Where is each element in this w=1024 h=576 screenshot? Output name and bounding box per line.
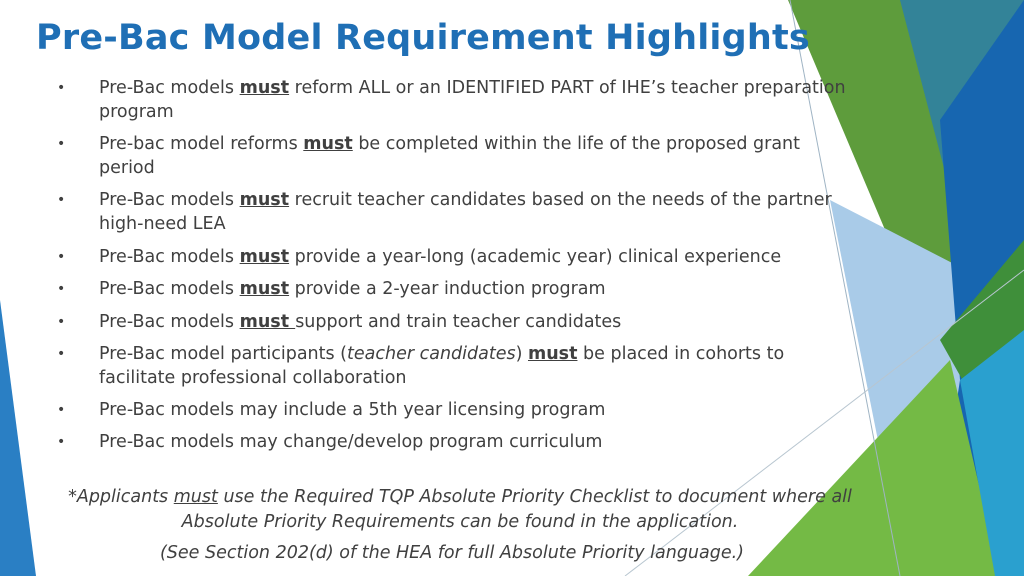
must-emphasis: must <box>173 487 218 507</box>
must-emphasis: must <box>239 279 290 299</box>
list-item-text <box>99 188 849 236</box>
list-item-text <box>99 398 849 422</box>
list-item-text <box>99 245 849 269</box>
hea-reference: (See Section 202(d) of the HEA for full Absolute Priority language.) <box>159 543 745 563</box>
bullet-marker: • <box>57 314 66 330</box>
list-item-text <box>99 430 849 454</box>
must-emphasis: must <box>239 190 290 210</box>
bullet-marker: • <box>57 80 66 96</box>
bullet-marker: • <box>57 434 66 450</box>
list-item-text-part: Pre-Bac models <box>99 190 240 210</box>
list-item-text-part: reform ALL or an IDENTIFIED PART of IHE’s teacher preparation program <box>99 78 846 122</box>
list-item-text-part: support and train teacher candidates <box>295 312 622 332</box>
bullet-marker: • <box>57 346 66 362</box>
list-item-text-part: Pre-Bac models <box>99 247 240 267</box>
must-emphasis: must <box>239 312 296 332</box>
list-item-text-part: Pre-Bac model participants ( <box>99 344 348 364</box>
list-item-text <box>99 342 849 390</box>
italic-phrase: teacher candidates <box>347 344 516 364</box>
list-item-text-part: Pre-bac model reforms <box>99 134 304 154</box>
list-item-text-part: Pre-Bac models <box>99 312 240 332</box>
list-item-text-part: be placed in cohorts to facilitate professional collaboration <box>99 344 785 388</box>
list-item-text-part: Pre-Bac models <box>99 279 240 299</box>
list-item-text <box>99 132 849 180</box>
bullet-marker: • <box>57 402 66 418</box>
must-emphasis: must <box>527 344 578 364</box>
note-text-part: use the Required TQP Absolute Priority Checklist to document where all Absolute Priority Requirements can be found in the application. <box>181 487 852 532</box>
list-item-text <box>99 76 849 124</box>
bullet-marker: • <box>57 192 66 208</box>
bullet-marker: • <box>57 136 66 152</box>
list-item-text-part: recruit teacher candidates based on the needs of the partner high-need LEA <box>99 190 832 234</box>
list-item-text-part: Pre-Bac models may change/develop program curriculum <box>99 432 603 452</box>
note-text-part: *Applicants <box>68 487 174 507</box>
slide-title: Pre-Bac Model Requirement Highlights <box>36 18 810 58</box>
list-item-text <box>99 310 849 334</box>
list-item-text-part: ) <box>515 344 528 364</box>
bullet-marker: • <box>57 281 66 297</box>
left-blue-accent-shape <box>0 300 36 576</box>
list-item-text <box>99 277 849 301</box>
must-emphasis: must <box>239 247 290 267</box>
list-item-text-part: provide a 2-year induction program <box>289 279 606 299</box>
applicant-note <box>60 485 860 534</box>
list-item-text-part: Pre-Bac models may include a 5th year licensing program <box>99 400 606 420</box>
must-emphasis: must <box>239 78 290 98</box>
list-item-text-part: provide a year-long (academic year) clinical experience <box>289 247 782 267</box>
list-item-text-part: Pre-Bac models <box>99 78 240 98</box>
must-emphasis: must <box>303 134 353 154</box>
list-item-text-part: be completed within the life of the proposed grant period <box>99 134 801 178</box>
bullet-marker: • <box>57 249 66 265</box>
